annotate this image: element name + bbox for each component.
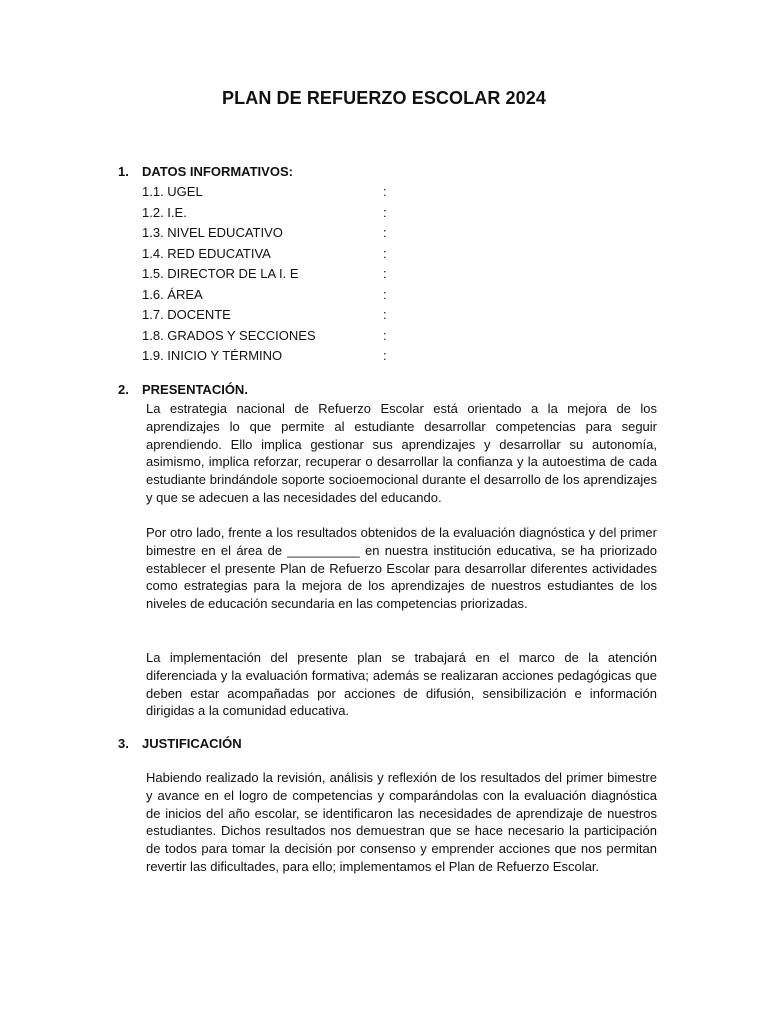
info-item-nivel-educativo	[142, 223, 402, 244]
info-colon: :	[383, 327, 387, 343]
info-item-area	[142, 285, 402, 306]
presentacion-paragraph-1: La estrategia nacional de Refuerzo Escolar está orientado a la mejora de los aprendizajes lo que permite al estudiante desarrollar competencias para seguir aprendiendo. Ello implica gestionar sus aprendizajes y desarrollar su autonomía, asimismo, implica reforzar, recuperar o desarrollar la confianza y la autoestima de cada estudiante brindándole soporte socioemocional durante el desarrollo de los aprendizajes y que se adecuen a las necesidades del educando.	[146, 401, 657, 505]
info-colon: :	[383, 184, 387, 199]
justificacion-paragraph-1: Habiendo realizado la revisión, análisis y reflexión de los resultados del primer bimestre y avance en el logro de competencias y comparándolas con la evaluación diagnóstica de inicios del año escolar, se identificaron las necesidades de aprendizaje de nuestros estudiantes. Dichos resultados nos demuestran que se hace necesario la participación de todos para tomar la decisión por consenso y emprender acciones que nos permitan revertir las dificultades, para ello; implementamos el Plan de Refuerzo Escolar.	[146, 770, 657, 874]
info-label: 1.5. DIRECTOR DE LA I. E	[142, 266, 299, 281]
section-number: 3.	[118, 736, 129, 751]
section-justificacion-heading	[118, 736, 242, 751]
info-item-ie	[142, 203, 402, 224]
info-item-ugel	[142, 182, 402, 203]
section-title: PRESENTACIÓN.	[142, 382, 248, 397]
section-title: JUSTIFICACIÓN	[142, 736, 242, 751]
info-item-grados-secciones	[142, 326, 402, 347]
info-item-red-educativa	[142, 244, 402, 265]
section-number: 1.	[118, 164, 129, 179]
info-colon: :	[383, 204, 387, 220]
section-number: 2.	[118, 382, 129, 397]
info-label: 1.6. ÁREA	[142, 286, 203, 302]
section-title: DATOS INFORMATIVOS:	[142, 164, 293, 179]
presentacion-paragraph-3: La implementación del presente plan se trabajará en el marco de la atención diferenciada y la evaluación formativa; además se realizaran acciones pedagógicas que deben estar acompañadas por acciones de difusión, sensibilización e información dirigidas a la comunidad educativa.	[146, 650, 657, 719]
info-colon: :	[383, 307, 387, 322]
info-item-docente	[142, 305, 402, 326]
section-datos-heading	[118, 164, 293, 179]
info-label: 1.1. UGEL	[142, 184, 203, 199]
info-colon: :	[383, 286, 387, 302]
info-label: 1.7. DOCENTE	[142, 307, 231, 322]
section-presentacion-heading	[118, 382, 248, 397]
info-label: 1.8. GRADOS Y SECCIONES	[142, 327, 316, 343]
presentacion-paragraph-2: Por otro lado, frente a los resultados obtenidos de la evaluación diagnóstica y del primer bimestre en el área de __________ en nuestra institución educativa, se ha priorizado establecer el presente Plan de Refuerzo Escolar para desarrollar diferentes actividades como estrategias para la mejora de los aprendizajes de nuestros estudiantes de los niveles de educación secundaria en las competencias priorizadas.	[146, 525, 657, 612]
info-colon: :	[383, 245, 387, 261]
info-label: 1.9. INICIO Y TÉRMINO	[142, 348, 283, 363]
info-label: 1.4. RED EDUCATIVA	[142, 245, 271, 261]
info-label: 1.2. I.E.	[142, 204, 187, 220]
info-colon: :	[383, 266, 387, 281]
info-label: 1.3. NIVEL EDUCATIVO	[142, 225, 283, 240]
info-item-director	[142, 264, 402, 285]
document-title: PLAN DE REFUERZO ESCOLAR 2024	[222, 88, 546, 108]
info-colon: :	[383, 225, 387, 240]
datos-informativos-list	[142, 182, 402, 367]
info-colon: :	[383, 348, 387, 363]
info-item-inicio-termino	[142, 346, 402, 367]
